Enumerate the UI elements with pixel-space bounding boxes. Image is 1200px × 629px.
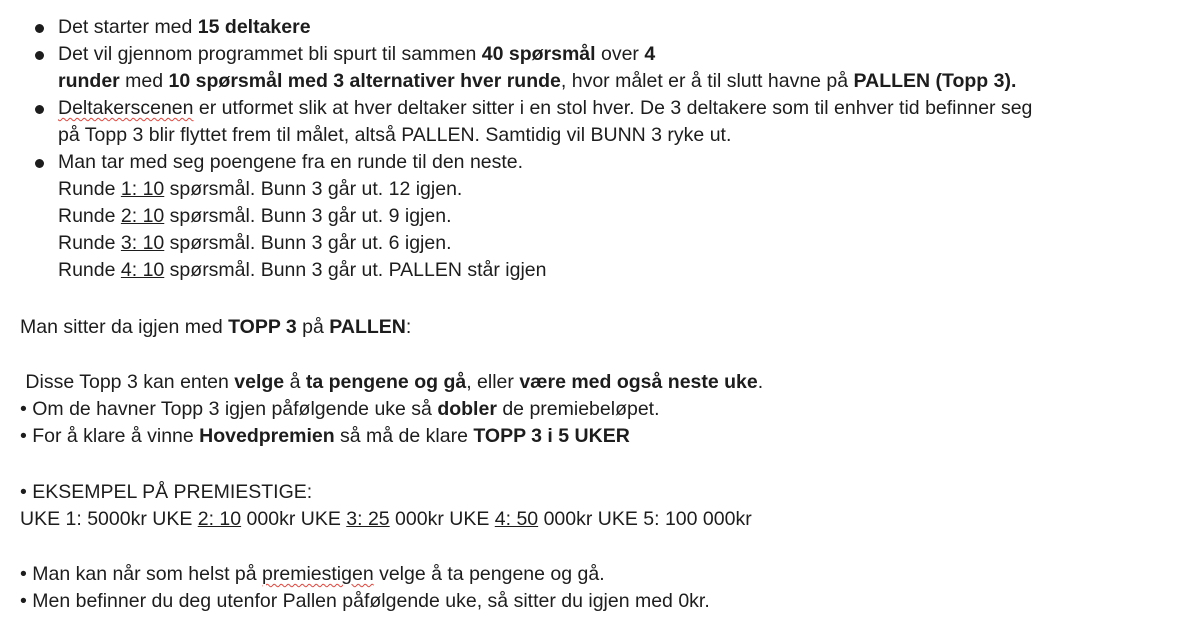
text-span: Runde [58,178,121,200]
bold-text: TOPP 3 [228,316,297,338]
bold-text: dobler [437,398,497,420]
choice-paragraph [20,369,1180,396]
text-span: Runde [58,259,121,281]
text-span: de premiebeløpet. [496,398,660,420]
text-span: Runde [58,205,121,227]
text-span: er utformet slik at hver deltaker sitter i en stol hver. De 3 deltakere som til enhver tid befinner seg [193,97,1033,119]
round-line [58,203,1188,230]
outside-pallen-line [20,588,1180,615]
text-span: 000kr UKE [389,508,495,530]
double-prize-line [20,396,1180,423]
text-span: . [757,371,764,393]
text-span: spørsmål. Bunn 3 går ut. 6 igjen. [164,232,452,254]
text-line: Man tar med seg poengene fra en runde til den neste. [58,151,524,173]
bold-text: runder [58,70,120,92]
text-span: • EKSEMPEL PÅ PREMIESTIGE: [20,481,313,503]
text-line [58,95,1188,122]
text-span: • Man kan når som helst på [20,563,263,585]
text-span: For å klare å vinne [26,425,200,447]
text-span: Det starter med [58,16,198,38]
text-span: spørsmål. Bunn 3 går ut. 12 igjen. [164,178,463,200]
bold-text: Hovedpremien [199,425,335,447]
main-prize-line [20,423,1180,450]
underlined-text: 4: 10 [120,259,165,281]
bold-text: PALLEN [329,316,406,338]
round-line [58,176,1188,203]
bullet-item-rounds [58,149,1188,284]
text-line [58,41,1188,68]
round-line [58,230,1188,257]
text-span: over [595,43,645,65]
text-span: Man sitter da igjen med [20,316,229,338]
text-span: • Men befinner du deg utenfor Pallen påfølgende uke, så sitter du igjen med 0kr. [20,590,710,612]
topp3-paragraph [20,314,1180,341]
bullet-item-questions [58,41,1188,95]
bold-text: ta pengene og gå [305,371,467,393]
underlined-text: 3: 25 [346,508,390,530]
bullet-item-participants [58,14,1188,41]
bold-text: 4 [644,43,656,65]
text-span: 000kr UKE 5: 100 000kr [538,508,752,530]
text-span: så må de klare [334,425,474,447]
round-line [58,257,1188,284]
underlined-text: 2: 10 [197,508,242,530]
text-span: Runde [58,232,121,254]
text-span: , eller [466,371,520,393]
underlined-text: 3: 10 [120,232,165,254]
bold-text: TOPP 3 i 5 UKER [473,425,630,447]
prize-ladder-line [20,506,1180,533]
bullet-list [58,14,1188,284]
underlined-text: 2: 10 [120,205,165,227]
bullet-item-stage [58,95,1188,149]
bold-text: være med også neste uke [519,371,758,393]
text-line [58,68,1188,95]
bullet-dot: • [20,398,27,420]
text-span: 000kr UKE [241,508,347,530]
text-span: å [284,371,306,393]
text-span: på [296,316,330,338]
text-span: Disse Topp 3 kan enten [20,371,235,393]
bold-text: PALLEN (Topp 3). [853,70,1017,92]
text-span: med [119,70,169,92]
underlined-text: 1: 10 [120,178,165,200]
text-span: velge å ta pengene og gå. [373,563,605,585]
bold-text: 15 deltakere [197,16,311,38]
misspelled-word: Deltakerscenen [58,97,194,119]
underlined-text: 4: 50 [494,508,539,530]
text-span: , hvor målet er å til slutt havne på [560,70,854,92]
bullet-dot: • [20,425,27,447]
misspelled-word: premiestigen [262,563,374,585]
text-span: Om de havner Topp 3 igjen påfølgende uke så [26,398,438,420]
text-span: spørsmål. Bunn 3 går ut. 9 igjen. [164,205,452,227]
text-span: spørsmål. Bunn 3 går ut. PALLEN står igjen [164,259,547,281]
text-span: Det vil gjennom programmet bli spurt til sammen [58,43,482,65]
bold-text: velge [234,371,285,393]
take-money-line [20,561,1180,588]
text-span: UKE 1: 5000kr UKE [20,508,198,530]
bold-text: 40 spørsmål [481,43,596,65]
text-line: på Topp 3 blir flyttet frem til målet, altså PALLEN. Samtidig vil BUNN 3 ryke ut. [58,124,732,146]
prize-ladder-heading [20,479,1180,506]
text-span: : [405,316,412,338]
bold-text: 10 spørsmål med 3 alternativer hver runde [168,70,561,92]
text-line [58,14,1188,41]
